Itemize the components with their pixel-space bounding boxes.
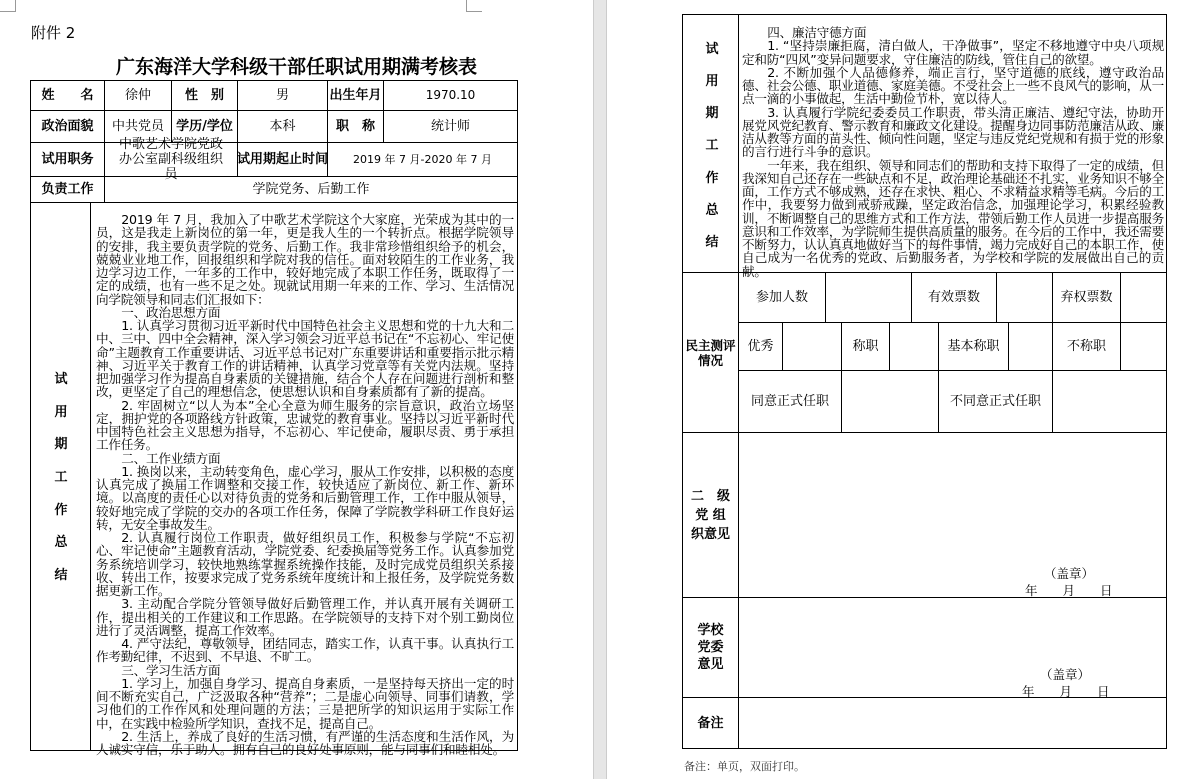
- name-label: 姓 名: [30, 80, 105, 111]
- section-heading: 一、政治思想方面: [121, 304, 221, 320]
- participants-label: 参加人数: [738, 272, 826, 323]
- label-char: 工: [54, 469, 68, 485]
- abstain-votes-label: 弃权票数: [1052, 272, 1121, 323]
- label-char: 用: [705, 74, 719, 90]
- attachment-label: 附件 2: [31, 24, 76, 42]
- agree-value[interactable]: [841, 370, 939, 433]
- abstain-votes-value[interactable]: [1120, 272, 1167, 323]
- paragraph: 2. 认真履行岗位工作职责，做好组织员工作，积极参与学院“不忘初心、牢记使命”主题教育活动，学院党委、纪委换届等党务工作。认真参加党务系统培训学习，较快地熟练掌握系统操作技能，及时完成党员组织关系接收、转出工作，按要求完成了党务系统年度统计和上报任务，及学院党务数据更新工作。: [96, 530, 514, 598]
- participants-value[interactable]: [825, 272, 912, 323]
- paragraph: 1. 认真学习贯彻习近平新时代中国特色社会主义思想和党的十九大和二中、三中、四中全会精神，深入学习领会习近平总书记在“不忘初心、牢记使命”主题教育工作重要讲话、习近平总书记对广东重要讲话和重要指示批示精神、习近平关于教育工作的讲话精神，认真学习党章等有关党内法规。坚持把加强学习作为提高自身素质的关键措施，结合个人存在问题进行剖析和整改，更坚定了自己的理想信念，使思想认识和自身素质都有了新的提高。: [96, 318, 514, 400]
- birth-label: 出生年月: [327, 80, 384, 111]
- title-label: 职 称: [327, 110, 384, 143]
- paragraph: 1. 学习上，加强自身学习、提高自身素质，一是坚持每天挤出一定的时间不断充实自己，广泛汲取各种“营养”；二是虚心向领导、同事们请教，学习他们的工作作风和处理问题的方法；三是把所学的知识运用于实际工作中，在实践中检验所学知识，查找不足，提高自己。: [96, 675, 514, 731]
- disagree-label: 不同意正式任职: [938, 370, 1053, 433]
- label-char: 工: [705, 138, 719, 154]
- label-char: 结: [705, 234, 719, 250]
- page-title: 广东海洋大学科级干部任职试用期满考核表: [115, 56, 477, 78]
- school-committee-label: 学校 党委 意见: [682, 597, 739, 698]
- remarks-content[interactable]: [738, 697, 1167, 749]
- politics-value: 中共党员: [104, 110, 172, 143]
- summary-text: [96, 213, 514, 756]
- school-committee-seal: （盖章）: [1040, 667, 1091, 682]
- footer-note: 备注：单页，双面打印。: [684, 760, 805, 773]
- education-label: 学历/学位: [171, 110, 238, 143]
- label-char: 用: [54, 404, 68, 420]
- school-committee-date: 年 月 日: [1022, 684, 1110, 699]
- section-heading: 二、工作业绩方面: [121, 450, 221, 466]
- margin-mark: [0, 0, 16, 12]
- paragraph: 1. “坚持崇廉拒腐，清白做人，干净做事”，坚定不移地遵守中央八项规定和防“四风”变异问题要求，守住廉洁的防线，管住自己的欲望。: [742, 38, 1164, 67]
- paragraph: 1. 换岗以来，主动转变角色，虚心学习，服从工作安排，以积极的态度认真完成了换届工作调整和交接工作，较快适应了新岗位、新工作、新环境。以高度的责任心以对待负责的党务和后勤管理工作，工作中服从领导，较好地完成了学院的交办的各项工作任务，保障了学院教学科研工作良好运转，无安全事故发生。: [96, 463, 514, 532]
- valid-votes-value[interactable]: [996, 272, 1053, 323]
- label-char: 期: [54, 437, 68, 453]
- paragraph: 2019 年 7 月，我加入了中歌艺术学院这个大家庭，光荣成为其中的一员，这是我走上新岗位的第一年，更是我人生的一个转折点。根据学院领导的安排，我主要负责学院的党务、后勤工作。我非常珍惜组织给予的机会，兢兢业业地工作，回报组织和学院对我的信任。面对较陌生的工作业务，我边学习边工作，一年多的工作中，较好地完成了本职工作任务，既取得了一定的成绩，也有一些不足之处。现就试用期一年来的工作、学习、生活情况向学院领导和同志们汇报如下：: [96, 212, 514, 307]
- party-branch-seal: （盖章）: [1044, 566, 1095, 581]
- evaluation-label: 民主测评情况: [682, 272, 739, 433]
- party-branch-opinion[interactable]: [738, 432, 1167, 598]
- paragraph: 2. 不断加强个人品德修养，端正言行，坚守道德的底线，遵守政治品德、社会公德、职业道德、家庭美德。不受社会上一些不良风气的影响，从一点一滴的小事做起，生活中勤俭节朴，宽以待人。: [742, 64, 1164, 107]
- paragraph: 2. 牢固树立“以人为本”全心全意为师生服务的宗旨意识，政治立场坚定，拥护党的各项路线方针政策，忠诚党的教育事业。坚持以习近平新时代中国特色社会主义思想为指导，不忘初心、牢记使命，履职尽责、勇于承担工作任务。: [96, 397, 514, 453]
- competent-value[interactable]: [889, 322, 939, 371]
- basic-competent-label: 基本称职: [938, 322, 1009, 371]
- paragraph: 2. 生活上，养成了良好的生活习惯，有严谨的生活态度和生活作风，为人诚实守信，乐于助人。拥有自己的良好处事原则，能与同事们和睦相处。: [96, 728, 514, 757]
- incompetent-label: 不称职: [1052, 322, 1121, 371]
- paragraph: 4. 严守法纪，尊敬领导，团结同志，踏实工作，认真干事。认真执行工作考勤纪律，不迟到、不早退、不旷工。: [96, 636, 514, 665]
- label-char: 试: [54, 372, 68, 387]
- duty-value: 学院党务、后勤工作: [104, 176, 518, 203]
- education-value: 本科: [237, 110, 328, 143]
- disagree-value[interactable]: [1052, 370, 1167, 433]
- summary-text-continued: [742, 26, 1164, 278]
- excellent-value[interactable]: [782, 322, 842, 371]
- party-branch-date: 年 月 日: [1025, 583, 1113, 598]
- summary-vertical-label: [705, 38, 719, 250]
- title-value: 统计师: [383, 110, 518, 143]
- label-char: 期: [705, 106, 719, 122]
- agree-label: 同意正式任职: [738, 370, 842, 433]
- basic-competent-value[interactable]: [1008, 322, 1053, 371]
- incompetent-value[interactable]: [1120, 322, 1167, 371]
- excellent-label: 优秀: [738, 322, 783, 371]
- name-value: 徐仲: [104, 80, 172, 111]
- period-label: 试用期起止时间: [237, 142, 328, 177]
- gender-value: 男: [237, 80, 328, 111]
- summary-vertical-label: [54, 368, 68, 583]
- section-heading: 四、廉洁守德方面: [767, 25, 867, 40]
- position-value: 中歌艺术学院党政办公室副科级组织员: [104, 142, 238, 177]
- gender-label: 性 别: [171, 80, 238, 111]
- politics-label: 政治面貌: [30, 110, 105, 143]
- competent-label: 称职: [841, 322, 890, 371]
- label-char: 总: [54, 535, 68, 551]
- valid-votes-label: 有效票数: [911, 272, 997, 323]
- duty-label: 负责工作: [30, 176, 105, 203]
- margin-mark: [466, 0, 482, 12]
- party-branch-label: 二 级 党 组 织意见: [682, 432, 739, 598]
- page-gap: [593, 0, 607, 779]
- paragraph: 3. 认真履行学院纪委委员工作职责，带头清正廉洁、遵纪守法，协助开展党风党纪教育、警示教育和廉政文化建设。提醒身边同事防范廉洁从政、廉洁从教等方面的苗头性、倾向性问题，坚定与违反党纪党规和有损于党的形象的言行进行斗争的意识。: [742, 104, 1164, 160]
- birth-value: 1970.10: [383, 80, 518, 111]
- label-char: 结: [54, 567, 68, 583]
- paragraph: 一年来，我在组织、领导和同志们的帮助和支持下取得了一定的成绩，但我深知自己还存在一些缺点和不足，政治理论基础还不扎实，业务知识不够全面，工作方式不够成熟，还存在求快、粗心、不求精益求精等毛病。今后的工作中，我要努力做到戒骄戒躁，坚定政治信念，加强理论学习，积累经验教训，不断调整自己的思维方式和工作方法，带领后勤工作人员进一步提高服务意识和工作效率，为学院师生提供高质量的服务。在今后的工作中，我还需要不断努力，认认真真地做好当下的每件事情，竭力完成好自己的本职工作，使自己成为一名优秀的党政、后勤服务者，为学校和学院的发展做出自己的贡献。: [742, 157, 1164, 279]
- remarks-label: 备注: [682, 697, 739, 749]
- label-char: 试: [705, 42, 719, 57]
- label-char: 总: [705, 202, 719, 218]
- position-label: 试用职务: [30, 142, 105, 177]
- label-char: 作: [705, 170, 719, 186]
- period-value: 2019 年 7 月-2020 年 7 月: [327, 142, 518, 177]
- section-heading: 三、学习生活方面: [121, 662, 221, 678]
- paragraph: 3. 主动配合学院分管领导做好后勤管理工作，并认真开展有关调研工作，提出相关的工作建议和工作思路。在学院领导的支持下对个别工勤岗位进行了灵活调整，提高工作效率。: [96, 596, 514, 638]
- label-char: 作: [54, 502, 68, 518]
